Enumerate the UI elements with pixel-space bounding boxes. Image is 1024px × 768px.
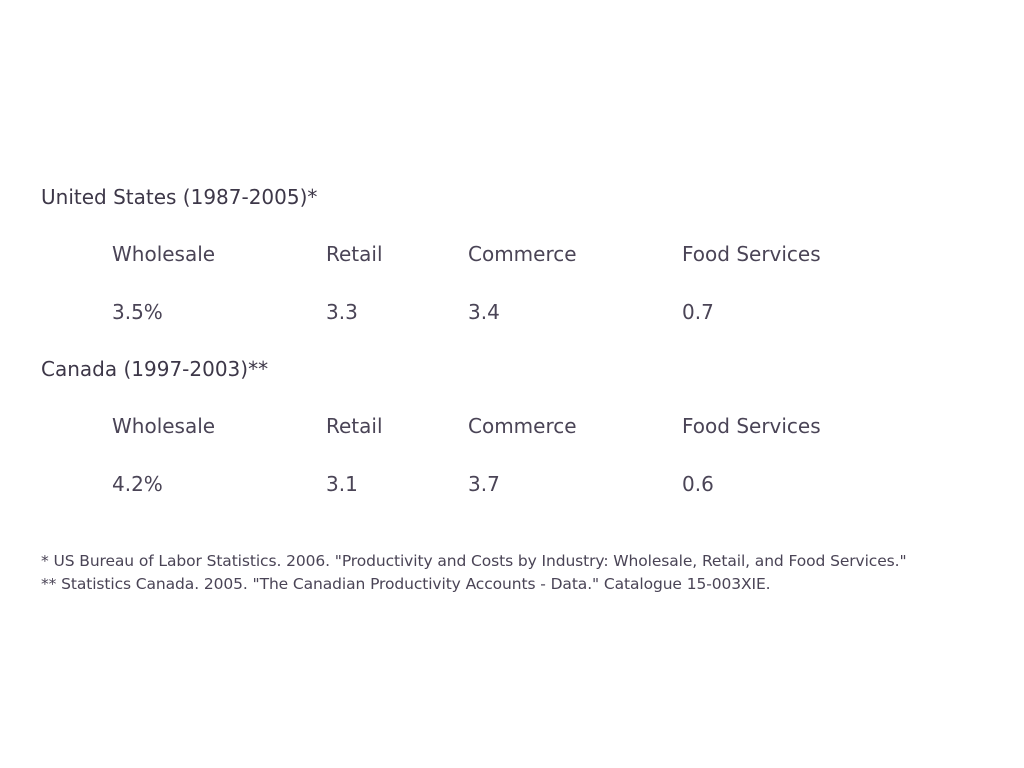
us-header-commerce: Commerce <box>468 242 577 266</box>
us-header-wholesale: Wholesale <box>112 242 216 266</box>
canada-header-retail: Retail <box>326 414 383 438</box>
canada-header-wholesale: Wholesale <box>112 414 216 438</box>
canada-value-retail: 3.1 <box>326 472 358 496</box>
us-header-retail: Retail <box>326 242 383 266</box>
footnote-us-source: * US Bureau of Labor Statistics. 2006. "Productivity and Costs by Industry: Wholesale, Retail, and Food Services." <box>41 552 907 570</box>
footnote-canada-source: ** Statistics Canada. 2005. "The Canadian Productivity Accounts - Data." Catalogue 15-003XIE. <box>41 575 771 593</box>
us-value-retail: 3.3 <box>326 300 358 324</box>
canada-header-food-services: Food Services <box>682 414 821 438</box>
canada-value-wholesale: 4.2% <box>112 472 163 496</box>
canada-value-commerce: 3.7 <box>468 472 500 496</box>
us-section-title: United States (1987-2005)* <box>41 185 318 209</box>
us-value-wholesale: 3.5% <box>112 300 163 324</box>
canada-value-food-services: 0.6 <box>682 472 714 496</box>
canada-header-commerce: Commerce <box>468 414 577 438</box>
us-value-commerce: 3.4 <box>468 300 500 324</box>
us-header-food-services: Food Services <box>682 242 821 266</box>
us-value-food-services: 0.7 <box>682 300 714 324</box>
canada-section-title: Canada (1997-2003)** <box>41 357 269 381</box>
